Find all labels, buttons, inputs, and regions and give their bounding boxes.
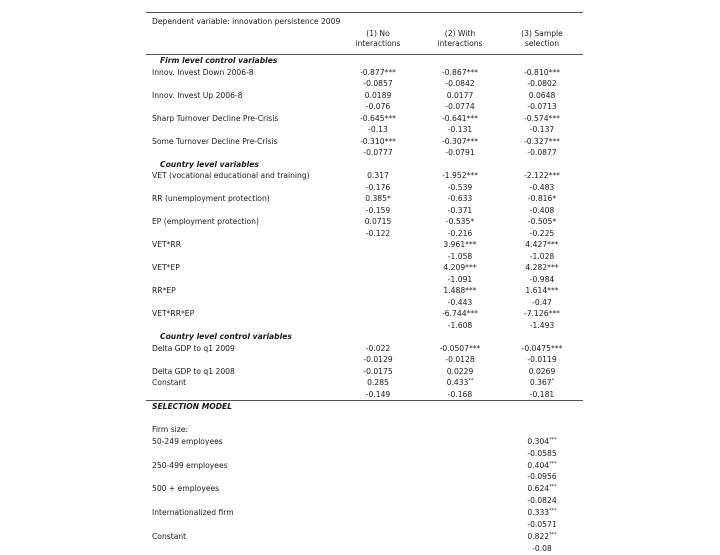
- row-label: Delta GDP to q1 2009: [152, 343, 235, 353]
- row-label: Innov. Invest Up 2006-8: [152, 90, 243, 100]
- table-row: [146, 205, 583, 217]
- table-row: [146, 413, 583, 425]
- cell-col3: -0.137: [529, 125, 555, 134]
- cell-col2: -1.952***: [442, 171, 478, 180]
- row-label: EP (employment protection): [152, 217, 259, 226]
- cell-col1: 0.0715: [364, 217, 392, 226]
- cell-col2: -0.641***: [442, 113, 478, 123]
- table-row: [146, 354, 583, 366]
- cell-col2: -0.168: [447, 389, 473, 399]
- cell-col3: 4.427***: [525, 240, 559, 249]
- cell-col2: -0.535*: [445, 217, 475, 226]
- cell-col3: 0.624***: [527, 483, 557, 493]
- cell-col1: -0.122: [365, 228, 391, 238]
- cell-col1: 0.0189: [364, 90, 392, 100]
- column-header-2: (2) With interactions: [437, 29, 483, 48]
- cell-col1: -0.076: [365, 102, 391, 111]
- table-row: [146, 320, 583, 332]
- table-row: [146, 67, 583, 79]
- table-row: [146, 170, 583, 182]
- cell-col3: -1.493: [529, 320, 555, 330]
- table-row: [146, 136, 583, 148]
- row-label: Firm level control variables: [160, 56, 278, 65]
- table-row: [146, 182, 583, 194]
- table-row: [146, 424, 583, 436]
- cell-col3: -0.0119: [527, 355, 557, 364]
- cell-col3: -0.47: [532, 297, 552, 307]
- cell-col2: -0.0791: [445, 148, 475, 157]
- cell-col3: -0.483: [529, 182, 555, 192]
- cell-col3: -0.225: [529, 228, 555, 238]
- cell-col2: -0.443: [447, 297, 473, 307]
- row-label: RR*EP: [152, 286, 176, 295]
- cell-col2: -0.0842: [445, 79, 475, 88]
- cell-col3: -0.408: [529, 205, 555, 215]
- table-row: [146, 308, 583, 320]
- row-label: Firm size:: [152, 425, 189, 434]
- cell-col2: -0.867***: [442, 67, 478, 77]
- cell-col3: -1.028: [529, 251, 555, 261]
- table-row: [146, 113, 583, 125]
- table-row: [146, 90, 583, 102]
- table-row: [146, 495, 583, 507]
- cell-col2: -0.539: [447, 182, 473, 192]
- row-label: Constant: [152, 531, 187, 541]
- cell-col2: 0.0229: [446, 366, 474, 376]
- table-row: [146, 147, 583, 159]
- table-row: [146, 343, 583, 355]
- cell-col3: -0.0956: [527, 472, 557, 481]
- row-label: Country level variables: [160, 159, 259, 169]
- row-label: VET*EP: [152, 263, 180, 272]
- cell-col3: -0.08: [532, 544, 552, 553]
- cell-col3: -0.816*: [527, 194, 557, 203]
- significance-stars: ***: [549, 531, 557, 538]
- cell-col2: -1.091: [447, 274, 473, 284]
- row-label: 250-499 employees: [152, 460, 228, 470]
- cell-col1: -0.645***: [360, 113, 396, 123]
- table-row: [146, 366, 583, 378]
- cell-col3: -0.327***: [524, 136, 560, 146]
- cell-col3: 1.614***: [525, 286, 559, 295]
- table-row: [146, 228, 583, 240]
- table-row: [146, 216, 583, 228]
- table-row: [146, 193, 583, 205]
- table-row: [146, 460, 583, 472]
- row-label: Country level control variables: [160, 332, 292, 341]
- cell-col1: -0.176: [365, 182, 391, 192]
- row-label: 500 + employees: [152, 483, 220, 493]
- table-row: [146, 543, 583, 555]
- cell-col1: -0.877***: [360, 67, 396, 77]
- cell-col2: -0.307***: [442, 136, 478, 146]
- cell-col1: -0.0175: [363, 366, 393, 376]
- table-row: [146, 274, 583, 286]
- cell-col1: -0.149: [365, 389, 391, 399]
- section-heading: [146, 401, 583, 413]
- column-header-1: (1) No interactions: [355, 29, 401, 48]
- column-header-3: (3) Sample selection: [521, 29, 563, 48]
- table-row: [146, 297, 583, 309]
- cell-col3: -0.810***: [524, 67, 560, 77]
- table-row: [146, 262, 583, 274]
- table-row: [146, 483, 583, 496]
- cell-col3: 0.367*: [529, 378, 555, 387]
- table-row: [146, 377, 583, 389]
- significance-stars: ***: [549, 460, 557, 467]
- cell-col3: 0.0648: [528, 90, 556, 100]
- cell-col2: 3.961***: [443, 240, 477, 249]
- table-row: [146, 285, 583, 297]
- cell-col1: 0.317: [367, 171, 389, 180]
- cell-col2: -1.058: [447, 251, 473, 261]
- table-row: [146, 101, 583, 113]
- cell-col1: -0.159: [365, 205, 391, 215]
- section-heading: [146, 159, 583, 171]
- significance-stars: ***: [549, 483, 557, 490]
- cell-col3: -0.0824: [527, 496, 557, 505]
- cell-col3: 4.282***: [525, 263, 559, 272]
- dependent-variable-label: Dependent variable: innovation persistence 2009: [152, 17, 341, 26]
- cell-col3: -0.0713: [527, 102, 557, 111]
- row-label: Innov. Invest Down 2006-8: [152, 67, 254, 77]
- cell-col3: -0.0802: [527, 79, 557, 88]
- cell-col1: 0.385*: [365, 194, 391, 203]
- table-row: [146, 507, 583, 520]
- row-label: RR (unemployment protection): [152, 194, 270, 203]
- cell-col1: -0.0777: [363, 148, 393, 157]
- cell-col1: 0.285: [367, 378, 389, 387]
- cell-col3: -0.0571: [527, 520, 557, 529]
- cell-col3: -0.0475***: [521, 343, 563, 353]
- table-row: [146, 436, 583, 449]
- row-label: Some Turnover Decline Pre-Crisis: [152, 136, 278, 146]
- table-row: [146, 78, 583, 90]
- cell-col1: -0.13: [368, 125, 388, 134]
- significance-stars: *: [551, 378, 555, 384]
- table-row: [146, 389, 583, 402]
- row-label: 50-249 employees: [152, 436, 223, 446]
- cell-col3: -0.0585: [527, 449, 557, 458]
- cell-col3: -0.984: [529, 274, 555, 284]
- row-label: Delta GDP to q1 2008: [152, 366, 235, 376]
- cell-col1: -0.310***: [360, 136, 396, 146]
- table-row: [146, 124, 583, 136]
- row-label: Constant: [152, 378, 187, 387]
- cell-col3: -0.181: [529, 389, 555, 399]
- cell-col3: -7.126***: [524, 309, 560, 318]
- cell-col3: -0.574***: [524, 113, 560, 123]
- cell-col3: -0.505*: [527, 217, 557, 226]
- cell-col2: -0.0774: [445, 102, 475, 111]
- cell-col3: 0.822***: [527, 531, 557, 541]
- row-label: VET (vocational educational and training): [152, 171, 310, 180]
- section-heading: [146, 331, 583, 343]
- significance-stars: **: [468, 378, 474, 384]
- cell-col2: -0.0128: [445, 355, 475, 364]
- table-row: [146, 251, 583, 263]
- cell-col1: -0.0857: [363, 79, 393, 88]
- cell-col1: -0.022: [365, 343, 391, 353]
- cell-col3: 0.404***: [527, 460, 557, 470]
- cell-col2: 1.488***: [443, 286, 477, 295]
- cell-col2: 0.0177: [446, 90, 474, 100]
- cell-col2: -0.131: [447, 125, 473, 134]
- cell-col1: -0.0129: [363, 355, 393, 364]
- table-body: [146, 55, 583, 555]
- table-row: [146, 471, 583, 483]
- cell-col2: -0.216: [447, 228, 473, 238]
- row-label: VET*RR*EP: [152, 309, 195, 318]
- row-label: SELECTION MODEL: [152, 402, 233, 411]
- cell-col2: -0.0507***: [439, 343, 481, 353]
- cell-col2: -0.371: [447, 205, 473, 215]
- table-row: [146, 448, 583, 460]
- cell-col3: 0.333***: [527, 507, 557, 517]
- cell-col2: -6.744***: [442, 309, 478, 318]
- cell-col3: -2.122***: [524, 171, 560, 180]
- table-row: [146, 531, 583, 544]
- significance-stars: ***: [549, 436, 557, 443]
- row-label: Internationalized firm: [152, 507, 234, 517]
- cell-col2: 4.209***: [443, 263, 477, 272]
- cell-col2: -0.633: [447, 194, 473, 203]
- row-label: VET*RR: [152, 240, 181, 249]
- regression-table: [146, 12, 583, 555]
- table-row: [146, 239, 583, 251]
- table-row: [146, 519, 583, 531]
- cell-col2: 0.433**: [446, 378, 474, 387]
- cell-col2: -1.608: [447, 320, 473, 330]
- section-heading: [146, 55, 583, 67]
- table-header: [146, 13, 583, 55]
- cell-col3: 0.0269: [528, 366, 556, 376]
- cell-col3: -0.0877: [527, 148, 557, 157]
- row-label: Sharp Turnover Decline Pre-Crisis: [152, 113, 279, 123]
- significance-stars: ***: [549, 507, 557, 514]
- cell-col3: 0.304***: [527, 436, 557, 446]
